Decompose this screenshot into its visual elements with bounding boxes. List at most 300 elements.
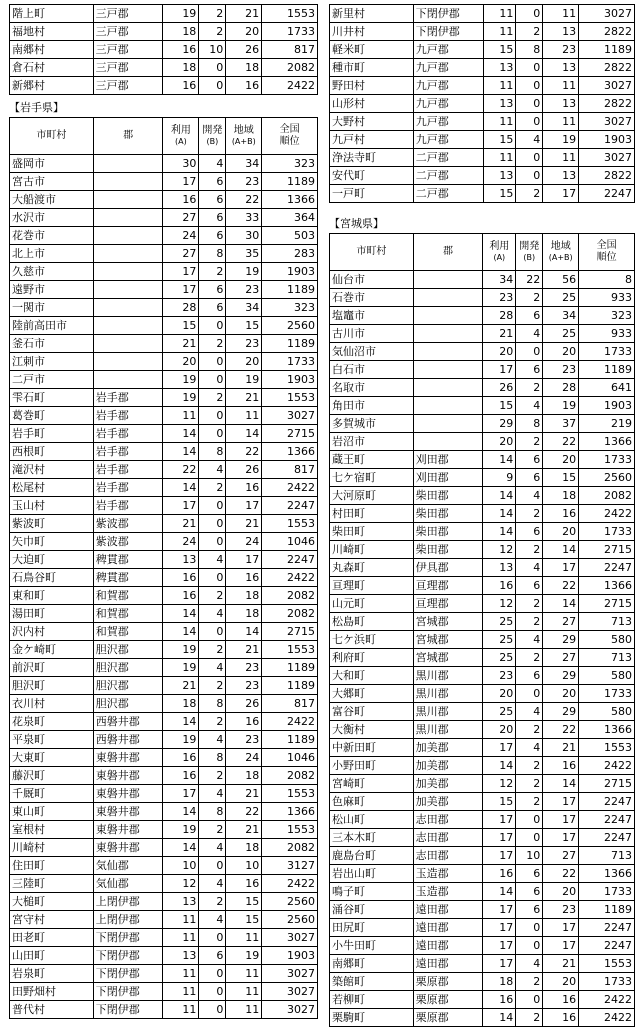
municipality-cell: 松島町: [330, 613, 414, 631]
dev-cell: 6: [516, 469, 543, 487]
rank-cell: 1189: [262, 731, 318, 749]
use-cell: 11: [163, 1001, 199, 1019]
use-cell: 17: [163, 785, 199, 803]
section-title-miyagi: 【宮城県】: [329, 217, 384, 230]
rank-cell: 2422: [579, 1009, 635, 1027]
area-cell: 23: [543, 41, 579, 59]
county-cell: 柴田郡: [413, 505, 483, 523]
dev-cell: 2: [199, 677, 226, 695]
rank-cell: 1733: [579, 685, 635, 703]
header-municipality: 市町村: [10, 118, 94, 155]
dev-cell: 4: [516, 703, 543, 721]
table-row: [10, 425, 318, 443]
county-cell: [413, 307, 483, 325]
county-cell: [93, 227, 163, 245]
county-cell: 岩手郡: [93, 461, 163, 479]
area-cell: 11: [543, 113, 579, 131]
rank-cell: 2422: [262, 77, 318, 95]
county-cell: 稗貫郡: [93, 569, 163, 587]
municipality-cell: 新郷村: [10, 77, 94, 95]
dev-cell: 2: [516, 595, 543, 613]
use-cell: 15: [483, 793, 516, 811]
county-cell: 亘理郡: [413, 577, 483, 595]
municipality-cell: 大野村: [330, 113, 414, 131]
table-row: [10, 893, 318, 911]
use-cell: 34: [483, 271, 516, 289]
municipality-cell: 川崎町: [330, 541, 414, 559]
county-cell: 下閉伊郡: [413, 5, 483, 23]
header-county: 郡: [413, 234, 483, 271]
rank-cell: 1553: [262, 515, 318, 533]
use-cell: 17: [163, 281, 199, 299]
county-cell: [413, 325, 483, 343]
area-cell: 24: [226, 749, 262, 767]
use-cell: 21: [483, 325, 516, 343]
municipality-cell: 三陸町: [10, 875, 94, 893]
rank-cell: 2822: [579, 59, 635, 77]
table-row: [330, 59, 635, 77]
municipality-cell: 柴田町: [330, 523, 414, 541]
rank-cell: 3027: [262, 965, 318, 983]
area-cell: 13: [543, 23, 579, 41]
use-cell: 14: [163, 803, 199, 821]
county-cell: 柴田郡: [413, 523, 483, 541]
area-cell: 34: [543, 307, 579, 325]
table-row: [330, 307, 635, 325]
rank-cell: 1553: [262, 821, 318, 839]
municipality-cell: 宮守村: [10, 911, 94, 929]
table-row: [10, 371, 318, 389]
rank-cell: 1553: [262, 785, 318, 803]
use-cell: 15: [483, 41, 516, 59]
county-cell: [93, 371, 163, 389]
rank-cell: 1046: [262, 749, 318, 767]
use-cell: 24: [163, 533, 199, 551]
table-row: [10, 23, 318, 41]
rank-cell: 2247: [579, 185, 635, 203]
area-cell: 18: [543, 487, 579, 505]
municipality-cell: 新里村: [330, 5, 414, 23]
table-row: [330, 595, 635, 613]
area-cell: 16: [543, 757, 579, 775]
municipality-cell: 石巻市: [330, 289, 414, 307]
use-cell: 18: [163, 59, 199, 77]
dev-cell: 0: [516, 937, 543, 955]
area-cell: 10: [226, 857, 262, 875]
municipality-cell: 中新田町: [330, 739, 414, 757]
rank-cell: 1189: [262, 281, 318, 299]
dev-cell: 8: [199, 749, 226, 767]
area-cell: 23: [543, 361, 579, 379]
county-cell: 宮城郡: [413, 649, 483, 667]
rank-cell: 2082: [262, 605, 318, 623]
table-row: [10, 803, 318, 821]
municipality-cell: 岩泉町: [10, 965, 94, 983]
use-cell: 16: [163, 587, 199, 605]
rank-cell: 8: [579, 271, 635, 289]
rank-cell: 3027: [262, 1001, 318, 1019]
table-row: [10, 839, 318, 857]
rank-cell: 323: [262, 155, 318, 173]
use-cell: 16: [163, 191, 199, 209]
municipality-cell: 大衡村: [330, 721, 414, 739]
municipality-cell: 普代村: [10, 1001, 94, 1019]
dev-cell: 10: [199, 41, 226, 59]
rank-cell: 2082: [579, 487, 635, 505]
table-row: [330, 185, 635, 203]
area-cell: 24: [226, 533, 262, 551]
dev-cell: 6: [516, 307, 543, 325]
rank-cell: 3027: [579, 77, 635, 95]
rank-cell: 3027: [579, 5, 635, 23]
county-cell: 二戸郡: [413, 167, 483, 185]
dev-cell: 4: [199, 461, 226, 479]
table-row: [330, 23, 635, 41]
use-cell: 18: [483, 973, 516, 991]
table-row: [330, 811, 635, 829]
use-cell: 17: [483, 361, 516, 379]
dev-cell: 6: [199, 209, 226, 227]
county-cell: [93, 173, 163, 191]
use-cell: 18: [163, 695, 199, 713]
county-cell: [413, 379, 483, 397]
table-row: [10, 1001, 318, 1019]
dev-cell: 6: [199, 191, 226, 209]
rank-cell: 2560: [262, 317, 318, 335]
dev-cell: 4: [516, 397, 543, 415]
area-cell: 23: [226, 659, 262, 677]
use-cell: 19: [163, 821, 199, 839]
rank-cell: 3027: [579, 149, 635, 167]
municipality-cell: 山田町: [10, 947, 94, 965]
rank-cell: 3027: [579, 113, 635, 131]
county-cell: 紫波郡: [93, 515, 163, 533]
municipality-cell: 滝沢村: [10, 461, 94, 479]
municipality-cell: 若柳町: [330, 991, 414, 1009]
area-cell: 18: [226, 587, 262, 605]
rank-cell: 2422: [579, 757, 635, 775]
municipality-cell: 雫石町: [10, 389, 94, 407]
table-row: [330, 77, 635, 95]
municipality-cell: 大郷町: [330, 685, 414, 703]
use-cell: 12: [483, 541, 516, 559]
county-cell: 西磐井郡: [93, 731, 163, 749]
rank-cell: 2715: [262, 623, 318, 641]
dev-cell: 4: [516, 955, 543, 973]
table-row: [10, 497, 318, 515]
rank-cell: 2422: [262, 875, 318, 893]
rank-cell: 2422: [262, 479, 318, 497]
table-row: [10, 569, 318, 587]
dev-cell: 0: [199, 77, 226, 95]
county-cell: 東磐井郡: [93, 803, 163, 821]
table-row: [10, 947, 318, 965]
dev-cell: 4: [199, 605, 226, 623]
dev-cell: 6: [516, 523, 543, 541]
rank-cell: 503: [262, 227, 318, 245]
rank-cell: 1366: [262, 191, 318, 209]
area-cell: 29: [543, 703, 579, 721]
table-row: [330, 325, 635, 343]
dev-cell: 4: [516, 325, 543, 343]
table-row: [330, 937, 635, 955]
table-row: [10, 155, 318, 173]
table-row: [330, 505, 635, 523]
use-cell: 25: [483, 703, 516, 721]
rank-cell: 817: [262, 695, 318, 713]
use-cell: 17: [483, 847, 516, 865]
dev-cell: 0: [199, 623, 226, 641]
area-cell: 22: [543, 721, 579, 739]
header-municipality: 市町村: [330, 234, 414, 271]
use-cell: 11: [483, 149, 516, 167]
dev-cell: 6: [516, 883, 543, 901]
use-cell: 14: [483, 505, 516, 523]
county-cell: 柴田郡: [413, 487, 483, 505]
header-row: [330, 234, 635, 271]
use-cell: 20: [483, 685, 516, 703]
use-cell: 16: [483, 577, 516, 595]
municipality-cell: 大河原町: [330, 487, 414, 505]
use-cell: 17: [483, 901, 516, 919]
rank-cell: 3027: [262, 983, 318, 1001]
use-cell: 13: [483, 59, 516, 77]
table-row: [330, 667, 635, 685]
table-row: [330, 577, 635, 595]
area-cell: 21: [226, 389, 262, 407]
use-cell: 20: [483, 343, 516, 361]
table-row: [10, 965, 318, 983]
municipality-cell: 二戸市: [10, 371, 94, 389]
county-cell: 九戸郡: [413, 95, 483, 113]
table-row: [10, 695, 318, 713]
county-cell: 栗原郡: [413, 991, 483, 1009]
right-top-table: [329, 4, 635, 203]
dev-cell: 6: [516, 865, 543, 883]
municipality-cell: 富谷町: [330, 703, 414, 721]
dev-cell: 2: [199, 641, 226, 659]
rank-cell: 1903: [262, 947, 318, 965]
municipality-cell: 南郷町: [330, 955, 414, 973]
use-cell: 27: [163, 209, 199, 227]
use-cell: 19: [163, 389, 199, 407]
dev-cell: 8: [199, 695, 226, 713]
header-area: 地域 (A+B): [226, 118, 262, 155]
county-cell: 胆沢郡: [93, 677, 163, 695]
area-cell: 20: [543, 523, 579, 541]
table-row: [330, 95, 635, 113]
dev-cell: 8: [516, 41, 543, 59]
county-cell: 三戸郡: [93, 23, 163, 41]
dev-cell: 2: [516, 185, 543, 203]
use-cell: 13: [483, 167, 516, 185]
area-cell: 22: [543, 433, 579, 451]
dev-cell: 6: [516, 451, 543, 469]
table-row: [330, 289, 635, 307]
use-cell: 12: [163, 875, 199, 893]
use-cell: 17: [163, 497, 199, 515]
rank-cell: 1553: [262, 641, 318, 659]
county-cell: [413, 271, 483, 289]
county-cell: 黒川郡: [413, 703, 483, 721]
use-cell: 19: [163, 5, 199, 23]
rank-cell: 817: [262, 41, 318, 59]
dev-cell: 6: [199, 281, 226, 299]
use-cell: 13: [163, 551, 199, 569]
table-row: [10, 353, 318, 371]
municipality-cell: 花泉町: [10, 713, 94, 731]
municipality-cell: 陸前高田市: [10, 317, 94, 335]
municipality-cell: 大槌町: [10, 893, 94, 911]
table-row: [10, 41, 318, 59]
dev-cell: 4: [199, 875, 226, 893]
municipality-cell: 胆沢町: [10, 677, 94, 695]
rank-cell: 1553: [262, 5, 318, 23]
county-cell: 加美郡: [413, 757, 483, 775]
area-cell: 19: [226, 263, 262, 281]
municipality-cell: 村田町: [330, 505, 414, 523]
table-row: [10, 587, 318, 605]
county-cell: 三戸郡: [93, 59, 163, 77]
table-row: [330, 487, 635, 505]
dev-cell: 0: [199, 353, 226, 371]
table-row: [330, 883, 635, 901]
municipality-cell: 白石市: [330, 361, 414, 379]
use-cell: 14: [163, 605, 199, 623]
area-cell: 29: [543, 631, 579, 649]
area-cell: 23: [543, 901, 579, 919]
county-cell: [93, 191, 163, 209]
dev-cell: 2: [516, 649, 543, 667]
dev-cell: 4: [199, 155, 226, 173]
county-cell: 下閉伊郡: [413, 23, 483, 41]
municipality-cell: 前沢町: [10, 659, 94, 677]
area-cell: 20: [543, 973, 579, 991]
area-cell: 20: [226, 23, 262, 41]
county-cell: 栗原郡: [413, 973, 483, 991]
use-cell: 25: [483, 631, 516, 649]
area-cell: 21: [226, 821, 262, 839]
municipality-cell: 久慈市: [10, 263, 94, 281]
use-cell: 29: [483, 415, 516, 433]
rank-cell: 2560: [262, 911, 318, 929]
municipality-cell: 安代町: [330, 167, 414, 185]
municipality-cell: 小牛田町: [330, 937, 414, 955]
municipality-cell: 小野田町: [330, 757, 414, 775]
rank-cell: 713: [579, 847, 635, 865]
table-row: [330, 113, 635, 131]
table-row: [330, 149, 635, 167]
county-cell: [413, 433, 483, 451]
municipality-cell: 釜石市: [10, 335, 94, 353]
area-cell: 19: [226, 371, 262, 389]
rank-cell: 1189: [262, 677, 318, 695]
rank-cell: 1189: [579, 41, 635, 59]
use-cell: 10: [163, 857, 199, 875]
table-row: [330, 721, 635, 739]
county-cell: 伊具郡: [413, 559, 483, 577]
table-row: [330, 559, 635, 577]
use-cell: 21: [163, 515, 199, 533]
rank-cell: 2247: [579, 937, 635, 955]
table-row: [330, 613, 635, 631]
county-cell: 和賀郡: [93, 587, 163, 605]
rank-cell: 2422: [262, 713, 318, 731]
county-cell: [93, 353, 163, 371]
municipality-cell: 角田市: [330, 397, 414, 415]
table-row: [330, 739, 635, 757]
table-row: [10, 821, 318, 839]
municipality-cell: 西根町: [10, 443, 94, 461]
dev-cell: 4: [199, 839, 226, 857]
use-cell: 28: [483, 307, 516, 325]
table-row: [10, 227, 318, 245]
municipality-cell: 山形村: [330, 95, 414, 113]
county-cell: [93, 299, 163, 317]
municipality-cell: 紫波町: [10, 515, 94, 533]
miyagi-table: [329, 233, 635, 1027]
table-row: [10, 407, 318, 425]
area-cell: 19: [543, 131, 579, 149]
municipality-cell: 亘理町: [330, 577, 414, 595]
use-cell: 12: [483, 775, 516, 793]
dev-cell: 2: [516, 505, 543, 523]
table-row: [10, 479, 318, 497]
county-cell: 志田郡: [413, 847, 483, 865]
municipality-cell: 築館町: [330, 973, 414, 991]
table-row: [10, 263, 318, 281]
table-row: [330, 901, 635, 919]
header-rank: 全国 順位: [579, 234, 635, 271]
county-cell: 三戸郡: [93, 77, 163, 95]
table-row: [10, 443, 318, 461]
county-cell: 気仙郡: [93, 857, 163, 875]
county-cell: 遠田郡: [413, 955, 483, 973]
dev-cell: 2: [516, 793, 543, 811]
rank-cell: 2822: [579, 95, 635, 113]
dev-cell: 0: [516, 5, 543, 23]
municipality-cell: 松尾村: [10, 479, 94, 497]
municipality-cell: 利府町: [330, 649, 414, 667]
area-cell: 14: [543, 595, 579, 613]
rank-cell: 1366: [262, 803, 318, 821]
rank-cell: 1903: [579, 397, 635, 415]
area-cell: 14: [543, 541, 579, 559]
use-cell: 17: [483, 955, 516, 973]
dev-cell: 2: [516, 973, 543, 991]
municipality-cell: 住田町: [10, 857, 94, 875]
header-development: 開発 (B): [199, 118, 226, 155]
rank-cell: 323: [579, 307, 635, 325]
dev-cell: 6: [516, 577, 543, 595]
rank-cell: 2715: [262, 425, 318, 443]
rank-cell: 817: [262, 461, 318, 479]
municipality-cell: 山元町: [330, 595, 414, 613]
rank-cell: 1366: [579, 433, 635, 451]
county-cell: 東磐井郡: [93, 767, 163, 785]
area-cell: 25: [543, 289, 579, 307]
municipality-cell: 岩沼市: [330, 433, 414, 451]
rank-cell: 323: [262, 299, 318, 317]
table-row: [10, 641, 318, 659]
use-cell: 14: [483, 487, 516, 505]
table-row: [330, 541, 635, 559]
table-row: [10, 533, 318, 551]
use-cell: 15: [483, 397, 516, 415]
municipality-cell: 三本木町: [330, 829, 414, 847]
table-row: [10, 461, 318, 479]
dev-cell: 2: [516, 757, 543, 775]
